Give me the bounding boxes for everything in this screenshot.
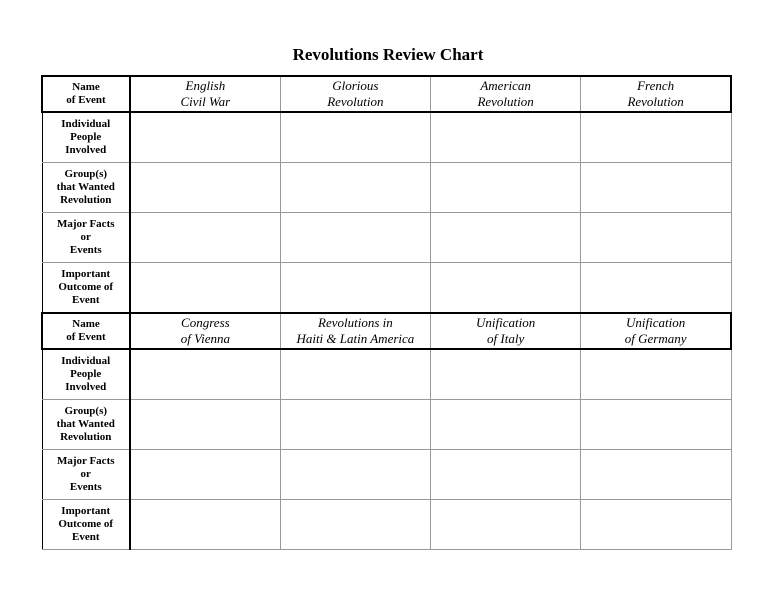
answer-cell[interactable] xyxy=(130,263,280,314)
answer-cell[interactable] xyxy=(431,450,581,500)
table-row xyxy=(42,400,731,450)
answer-cell[interactable] xyxy=(130,400,280,450)
answer-cell[interactable] xyxy=(431,213,581,263)
event-header: French Revolution xyxy=(581,76,731,112)
answer-cell[interactable] xyxy=(431,163,581,213)
row-label: Major Facts or Events xyxy=(42,450,130,500)
event-header: Unification of Germany xyxy=(581,313,731,349)
event-header: American Revolution xyxy=(431,76,581,112)
row-label: Major Facts or Events xyxy=(42,213,130,263)
answer-cell[interactable] xyxy=(581,263,731,314)
answer-cell[interactable] xyxy=(280,213,430,263)
answer-cell[interactable] xyxy=(130,112,280,163)
answer-cell[interactable] xyxy=(431,112,581,163)
name-of-event-label: Name of Event xyxy=(42,76,130,112)
table-row xyxy=(42,163,731,213)
answer-cell[interactable] xyxy=(280,263,430,314)
answer-cell[interactable] xyxy=(130,163,280,213)
answer-cell[interactable] xyxy=(581,213,731,263)
answer-cell[interactable] xyxy=(581,112,731,163)
answer-cell[interactable] xyxy=(431,349,581,400)
row-label: Individual People Involved xyxy=(42,349,130,400)
answer-cell[interactable] xyxy=(280,349,430,400)
answer-cell[interactable] xyxy=(581,450,731,500)
event-header: Unification of Italy xyxy=(431,313,581,349)
event-header: Revolutions in Haiti & Latin America xyxy=(280,313,430,349)
answer-cell[interactable] xyxy=(431,263,581,314)
answer-cell[interactable] xyxy=(581,163,731,213)
answer-cell[interactable] xyxy=(130,213,280,263)
event-header: Glorious Revolution xyxy=(280,76,430,112)
name-of-event-label: Name of Event xyxy=(42,313,130,349)
answer-cell[interactable] xyxy=(130,349,280,400)
table-row xyxy=(42,500,731,550)
table-row xyxy=(42,263,731,314)
answer-cell[interactable] xyxy=(130,500,280,550)
row-label: Important Outcome of Event xyxy=(42,500,130,550)
row-label: Important Outcome of Event xyxy=(42,263,130,314)
answer-cell[interactable] xyxy=(280,450,430,500)
event-header: English Civil War xyxy=(130,76,280,112)
answer-cell[interactable] xyxy=(280,500,430,550)
answer-cell[interactable] xyxy=(431,500,581,550)
review-chart-table xyxy=(41,75,732,550)
answer-cell[interactable] xyxy=(431,400,581,450)
header-row xyxy=(42,313,731,349)
answer-cell[interactable] xyxy=(280,400,430,450)
answer-cell[interactable] xyxy=(581,349,731,400)
answer-cell[interactable] xyxy=(130,450,280,500)
answer-cell[interactable] xyxy=(581,400,731,450)
row-label: Group(s) that Wanted Revolution xyxy=(42,163,130,213)
row-label: Group(s) that Wanted Revolution xyxy=(42,400,130,450)
header-row xyxy=(42,76,731,112)
answer-cell[interactable] xyxy=(280,112,430,163)
table-row xyxy=(42,450,731,500)
event-header: Congress of Vienna xyxy=(130,313,280,349)
table-row xyxy=(42,213,731,263)
page-title: Revolutions Review Chart xyxy=(292,45,484,64)
row-label: Individual People Involved xyxy=(42,112,130,163)
answer-cell[interactable] xyxy=(581,500,731,550)
table-row xyxy=(42,112,731,163)
answer-cell[interactable] xyxy=(280,163,430,213)
table-row xyxy=(42,349,731,400)
